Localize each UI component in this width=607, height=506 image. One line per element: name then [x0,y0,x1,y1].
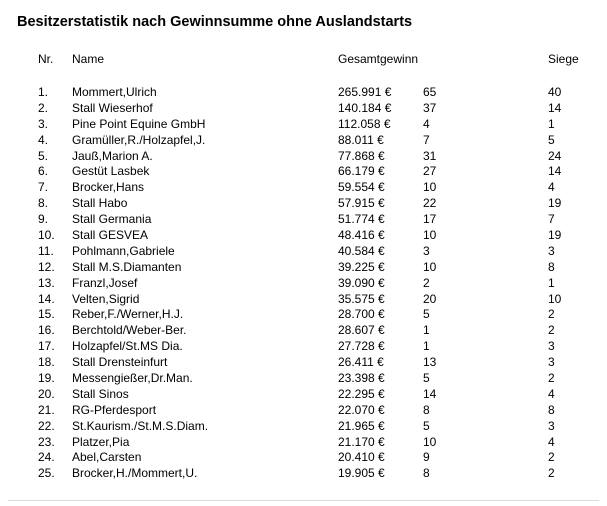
cell-starts: 20 [423,291,437,306]
cell-amount: 35.575 € [338,291,385,306]
column-header-nr: Nr. [38,52,54,66]
cell-nr: 12. [38,259,55,274]
cell-starts: 14 [423,386,437,401]
cell-name: St.Kaurism./St.M.S.Diam. [72,418,209,433]
cell-starts: 2 [423,275,430,290]
cell-starts: 10 [423,259,437,274]
cell-wins: 3 [548,339,555,354]
cell-nr: 14. [38,291,55,306]
cell-name: Gestüt Lasbek [72,164,150,179]
cell-wins: 5 [548,132,555,147]
table-row [0,164,607,180]
cell-nr: 8. [38,196,49,211]
cell-starts: 5 [423,307,430,322]
cell-amount: 27.728 € [338,339,385,354]
cell-name: Abel,Carsten [72,450,142,465]
table-row [0,276,607,292]
table-row [0,133,607,149]
table-row [0,212,607,228]
cell-starts: 9 [423,450,430,465]
cell-starts: 8 [423,402,430,417]
cell-amount: 22.070 € [338,402,385,417]
cell-starts: 1 [423,323,430,338]
cell-starts: 8 [423,466,430,481]
table-row [0,371,607,387]
page-title: Besitzerstatistik nach Gewinnsumme ohne Auslandstarts [17,14,413,30]
cell-starts: 3 [423,243,430,258]
column-header-wins: Siege [548,52,579,66]
bottom-divider [8,500,599,501]
cell-wins: 3 [548,355,555,370]
cell-starts: 65 [423,85,437,99]
cell-starts: 37 [423,100,437,115]
cell-amount: 21.170 € [338,434,385,449]
cell-name: Brocker,Hans [72,180,145,195]
cell-amount: 20.410 € [338,450,385,465]
table-row [0,387,607,403]
cell-amount: 22.295 € [338,386,385,401]
table-row [0,260,607,276]
cell-nr: 23. [38,434,55,449]
cell-name: Reber,F./Werner,H.J. [72,307,184,322]
cell-wins: 4 [548,434,555,449]
cell-amount: 40.584 € [338,243,385,258]
cell-starts: 22 [423,196,437,211]
cell-wins: 2 [548,466,555,481]
cell-wins: 4 [548,386,555,401]
cell-starts: 10 [423,434,437,449]
cell-nr: 15. [38,307,55,322]
cell-amount: 59.554 € [338,180,385,195]
cell-amount: 26.411 € [338,355,384,370]
cell-name: Pohlmann,Gabriele [72,243,175,258]
cell-nr: 24. [38,450,55,465]
table-row [0,149,607,165]
cell-nr: 6. [38,164,49,179]
table-row [0,450,607,466]
cell-nr: 2. [38,100,49,115]
table-row [0,307,607,323]
cell-starts: 5 [423,418,430,433]
cell-name: Jauß,Marion A. [72,148,153,163]
cell-nr: 18. [38,355,55,370]
cell-amount: 19.905 € [338,466,385,481]
cell-amount: 140.184 € [338,100,392,115]
cell-name: Brocker,H./Mommert,U. [72,466,198,481]
cell-nr: 13. [38,275,55,290]
cell-name: Messengießer,Dr.Man. [72,371,193,386]
cell-name: Berchtold/Weber-Ber. [72,323,187,338]
cell-name: Stall Drensteinfurt [72,355,168,370]
cell-amount: 77.868 € [338,148,385,163]
cell-nr: 7. [38,180,49,195]
cell-name: Mommert,Ulrich [72,85,157,99]
cell-nr: 4. [38,132,49,147]
table-row [0,403,607,419]
cell-starts: 5 [423,371,430,386]
table-row [0,196,607,212]
statistics-table-body [0,85,607,482]
cell-wins: 14 [548,164,562,179]
cell-wins: 2 [548,450,555,465]
cell-amount: 39.090 € [338,275,385,290]
cell-name: Stall GESVEA [72,228,149,243]
cell-wins: 1 [548,116,555,131]
cell-amount: 23.398 € [338,371,385,386]
cell-amount: 51.774 € [338,212,385,227]
table-row [0,85,607,101]
cell-wins: 24 [548,148,562,163]
cell-wins: 3 [548,243,555,258]
cell-name: RG-Pferdesport [72,402,157,417]
cell-starts: 31 [423,148,437,163]
cell-wins: 3 [548,418,555,433]
cell-nr: 10. [38,228,55,243]
table-row [0,180,607,196]
cell-wins: 2 [548,307,555,322]
table-row [0,101,607,117]
cell-wins: 7 [548,212,555,227]
cell-name: Stall Wieserhof [72,100,153,115]
cell-name: Stall Habo [72,196,128,211]
cell-nr: 1. [38,85,49,99]
cell-nr: 19. [38,371,55,386]
cell-amount: 48.416 € [338,228,385,243]
cell-amount: 112.058 € [338,116,391,131]
table-row [0,117,607,133]
cell-amount: 265.991 € [338,85,392,99]
column-header-amount: Gesamtgewinn [338,52,419,66]
cell-amount: 88.011 € [338,132,384,147]
cell-nr: 25. [38,466,55,481]
cell-name: Stall Germania [72,212,152,227]
cell-wins: 14 [548,100,562,115]
cell-name: Pine Point Equine GmbH [72,116,206,131]
cell-wins: 4 [548,180,555,195]
cell-amount: 66.179 € [338,164,385,179]
column-header-name: Name [72,52,105,66]
cell-nr: 3. [38,116,49,131]
cell-starts: 10 [423,180,437,195]
cell-name: Stall M.S.Diamanten [72,259,182,274]
cell-wins: 10 [548,291,562,306]
cell-nr: 22. [38,418,55,433]
cell-wins: 2 [548,371,555,386]
cell-amount: 28.700 € [338,307,385,322]
cell-nr: 5. [38,148,49,163]
table-row [0,355,607,371]
cell-name: Holzapfel/St.MS Dia. [72,339,183,354]
cell-nr: 16. [38,323,55,338]
table-row [0,466,607,482]
cell-nr: 21. [38,402,55,417]
cell-starts: 17 [423,212,437,227]
table-row [0,323,607,339]
cell-wins: 8 [548,402,555,417]
cell-nr: 9. [38,212,49,227]
cell-starts: 13 [423,355,437,370]
cell-starts: 1 [423,339,430,354]
cell-wins: 19 [548,228,562,243]
cell-name: Stall Sinos [72,386,129,401]
cell-starts: 4 [423,116,430,131]
table-row [0,244,607,260]
table-row [0,339,607,355]
cell-name: Gramüller,R./Holzapfel,J. [72,132,206,147]
cell-amount: 57.915 € [338,196,385,211]
cell-amount: 39.225 € [338,259,385,274]
cell-amount: 21.965 € [338,418,385,433]
table-row [0,292,607,308]
cell-wins: 8 [548,259,555,274]
cell-name: Franzl,Josef [72,275,138,290]
table-row [0,435,607,451]
cell-nr: 11. [38,243,54,258]
cell-nr: 17. [38,339,55,354]
table-row [0,228,607,244]
cell-wins: 2 [548,323,555,338]
cell-starts: 10 [423,228,437,243]
cell-starts: 7 [423,132,430,147]
cell-wins: 19 [548,196,562,211]
cell-name: Platzer,Pia [72,434,130,449]
table-row [0,419,607,435]
cell-nr: 20. [38,386,55,401]
cell-amount: 28.607 € [338,323,385,338]
cell-wins: 40 [548,85,562,99]
cell-starts: 27 [423,164,437,179]
cell-wins: 1 [548,275,555,290]
cell-name: Velten,Sigrid [72,291,140,306]
